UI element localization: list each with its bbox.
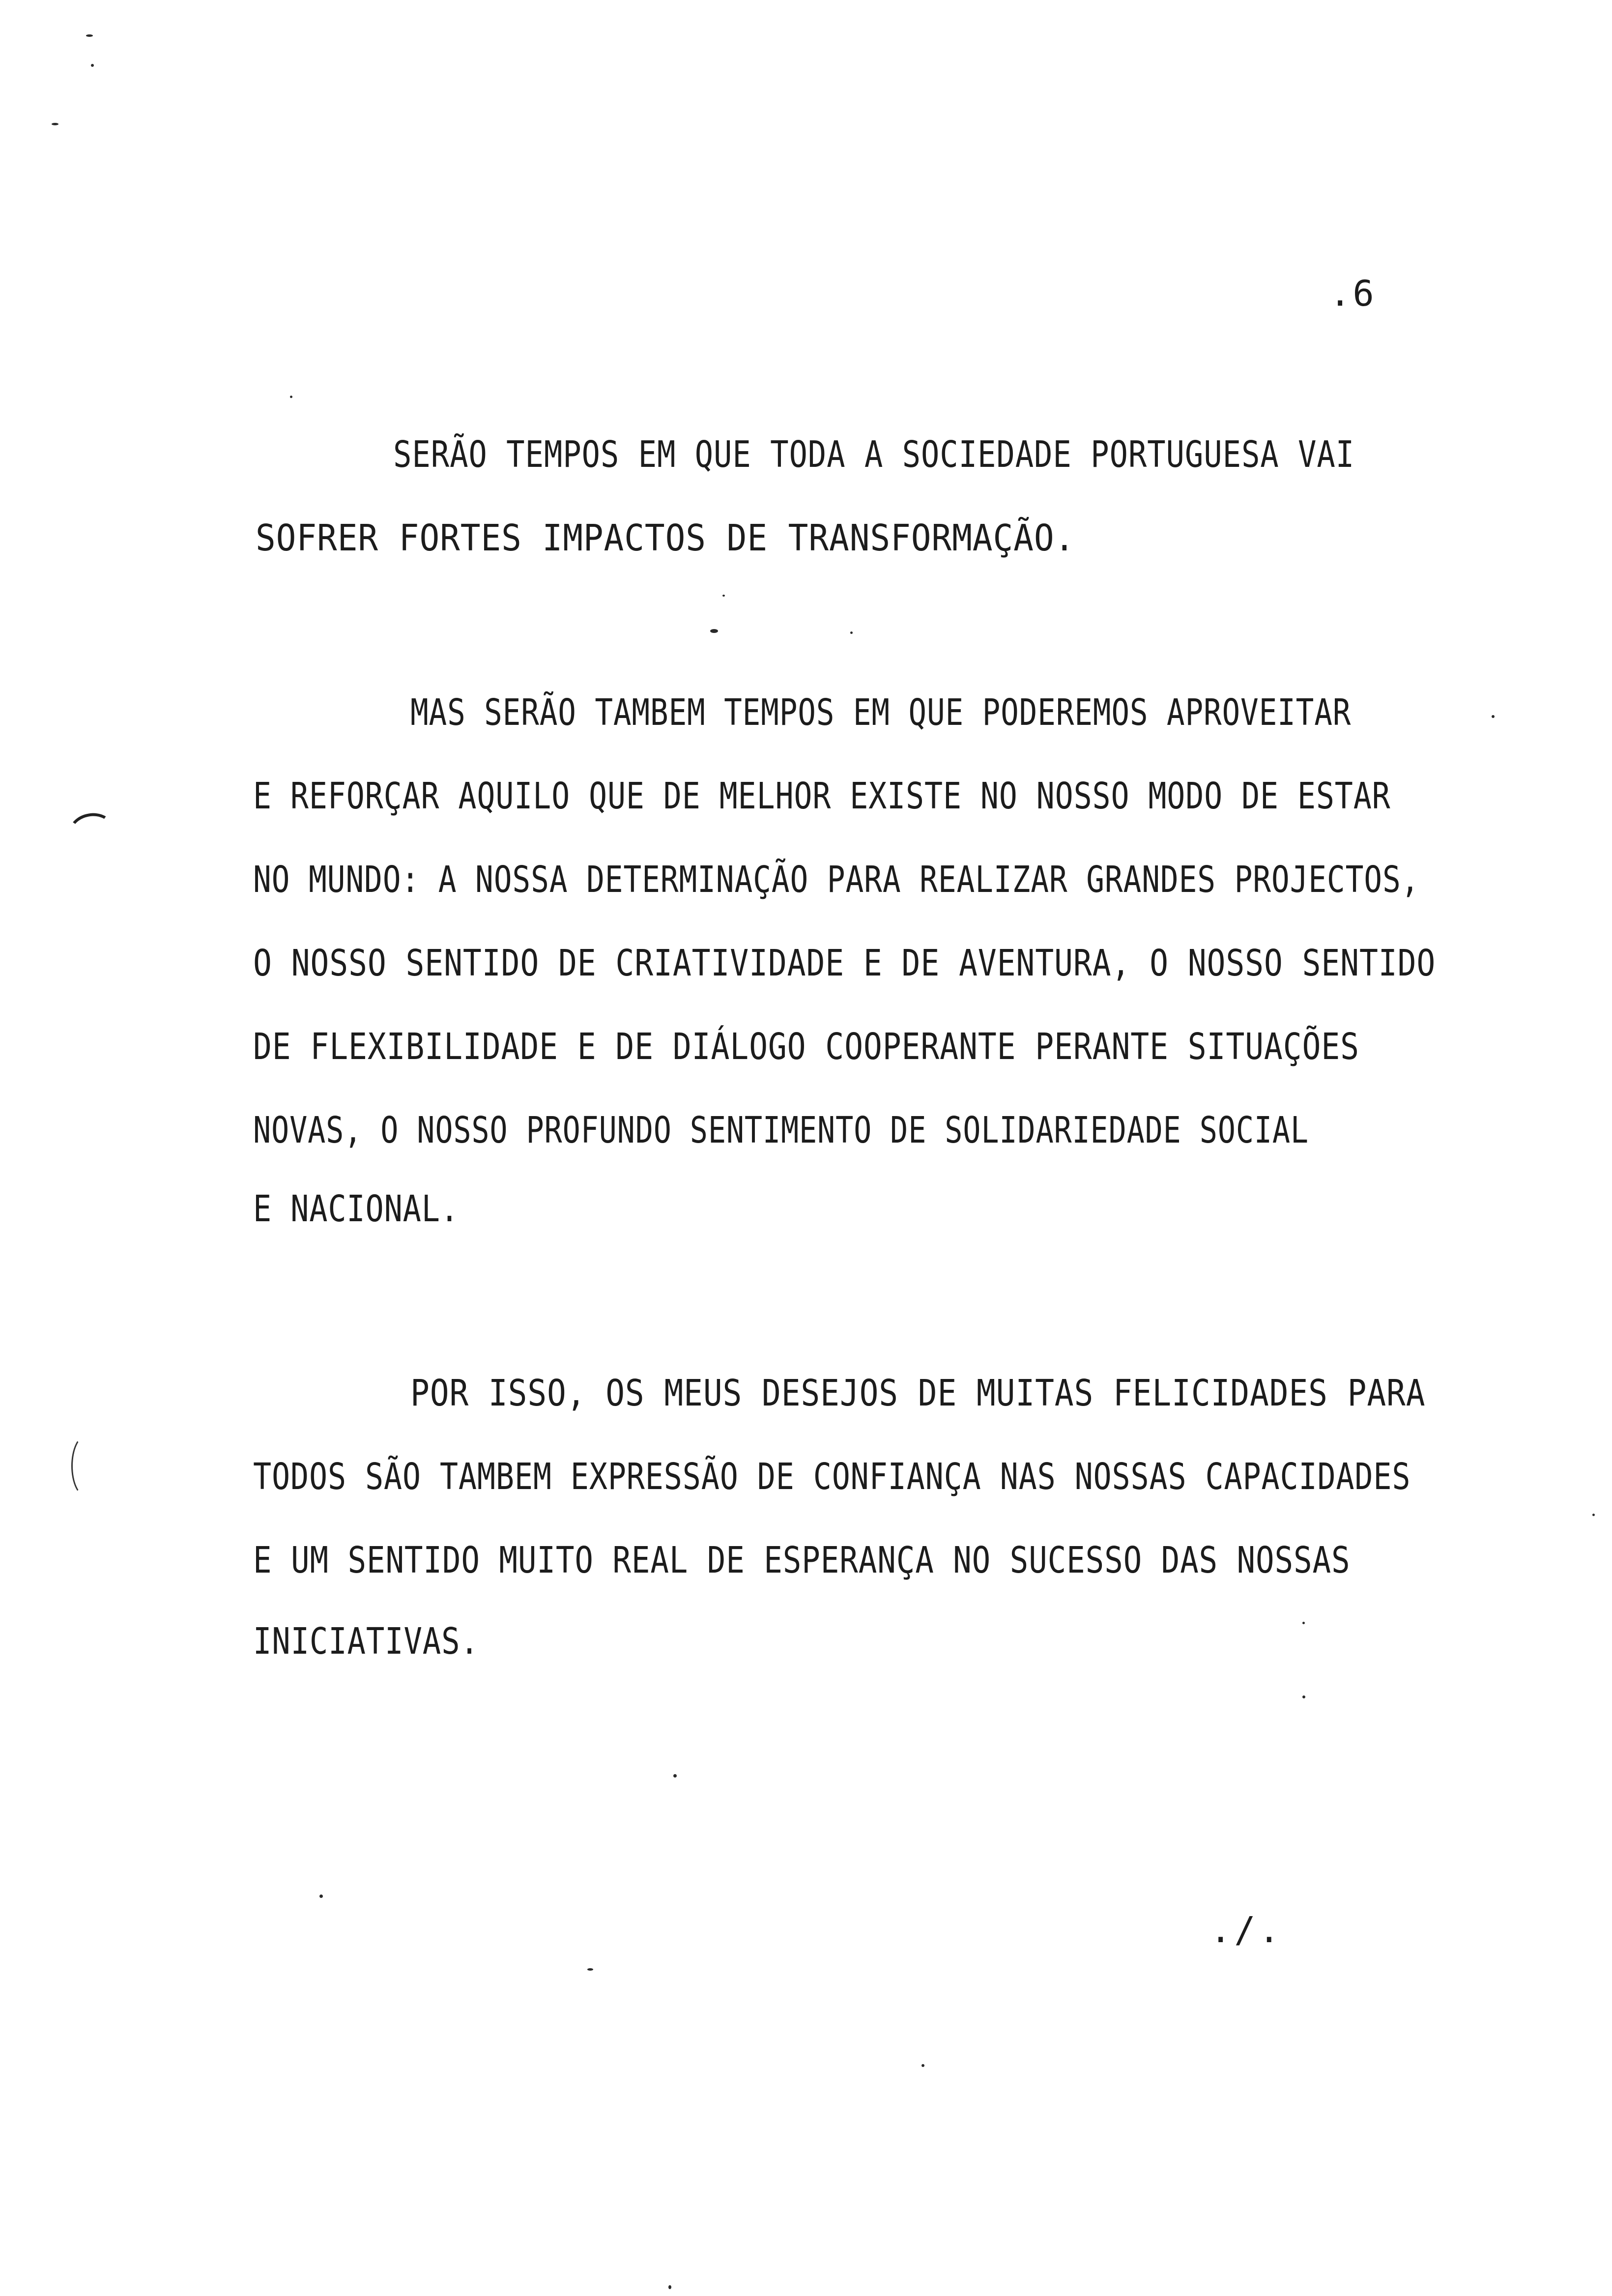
scan-speck (1492, 715, 1495, 718)
paragraph-2-line-4: O NOSSO SENTIDO DE CRIATIVIDADE E DE AVENTURA, O NOSSO SENTIDO (253, 942, 1436, 984)
scan-speck (1302, 1622, 1305, 1624)
scan-speck (587, 1968, 593, 1971)
paragraph-1-line-1: SERÃO TEMPOS EM QUE TODA A SOCIEDADE PORTUGUESA VAI (393, 433, 1355, 476)
paragraph-2-line-1: MAS SERÃO TAMBEM TEMPOS EM QUE PODEREMOS APROVEITAR (410, 691, 1352, 734)
continuation-mark: ./. (1209, 1909, 1283, 1951)
scan-speck (673, 1774, 677, 1778)
paragraph-2-line-3: NO MUNDO: A NOSSA DETERMINAÇÃO PARA REALIZAR GRANDES PROJECTOS, (253, 859, 1420, 901)
paragraph-3-line-1: POR ISSO, OS MEUS DESEJOS DE MUITAS FELICIDADES PARA (410, 1372, 1426, 1414)
scan-speck (722, 595, 725, 597)
scan-speck (1302, 1695, 1305, 1698)
scan-speck (290, 396, 292, 398)
scan-speck (52, 123, 58, 125)
page-number: .6 (1329, 273, 1376, 314)
paragraph-3-line-3: E UM SENTIDO MUITO REAL DE ESPERANÇA NO SUCESSO DAS NOSSAS (253, 1539, 1351, 1581)
scan-speck (710, 629, 718, 633)
paragraph-1-line-2: SOFRER FORTES IMPACTOS DE TRANSFORMAÇÃO. (256, 517, 1075, 559)
scan-speck (86, 34, 93, 37)
paragraph-3-line-2: TODOS SÃO TAMBEM EXPRESSÃO DE CONFIANÇA NAS NOSSAS CAPACIDADES (253, 1456, 1411, 1498)
paragraph-3-line-4: INICIATIVAS. (253, 1620, 479, 1663)
paragraph-2-line-6: NOVAS, O NOSSO PROFUNDO SENTIMENTO DE SOLIDARIEDADE SOCIAL (253, 1109, 1309, 1151)
paragraph-2-line-2: E REFORÇAR AQUILO QUE DE MELHOR EXISTE NO NOSSO MODO DE ESTAR (253, 775, 1391, 817)
paragraph-2-line-7: E NACIONAL. (253, 1188, 459, 1230)
scan-speck (319, 1894, 323, 1898)
scan-artifact-mark (66, 810, 116, 853)
scan-speck (668, 2285, 671, 2289)
scan-artifact-mark (71, 1435, 101, 1497)
scan-speck (91, 64, 94, 67)
paragraph-2-line-5: DE FLEXIBILIDADE E DE DIÁLOGO COOPERANTE PERANTE SITUAÇÕES (253, 1026, 1359, 1068)
scan-speck (850, 631, 853, 634)
scan-speck (1592, 1514, 1595, 1516)
scan-speck (921, 2064, 924, 2067)
